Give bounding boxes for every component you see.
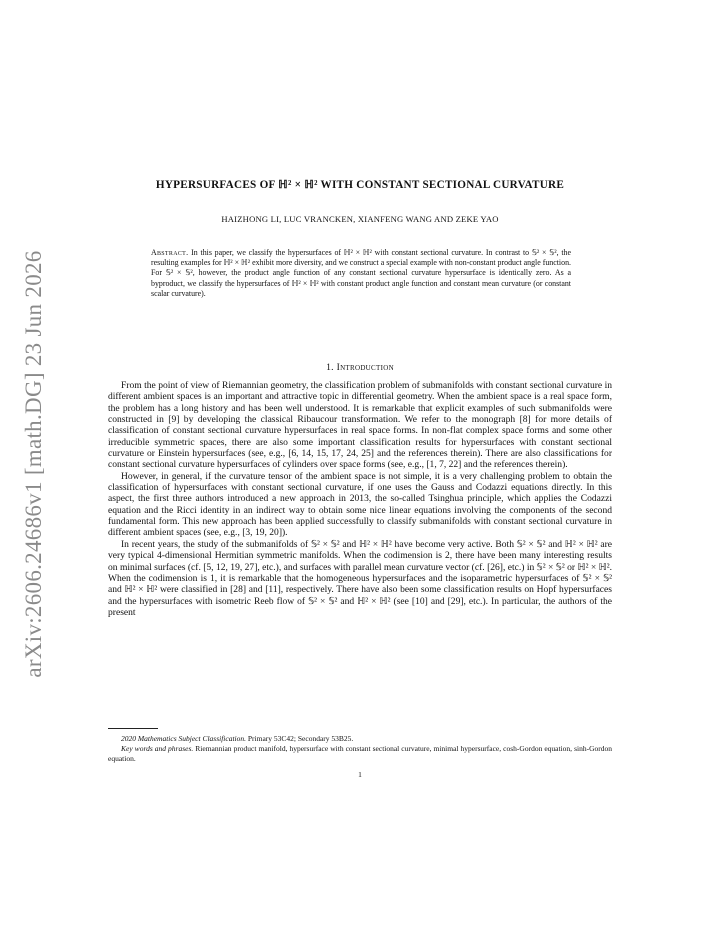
keywords-label: Key words and phrases. <box>121 744 194 753</box>
paper-title: HYPERSURFACES OF ℍ² × ℍ² WITH CONSTANT SECTIONAL CURVATURE <box>155 179 565 191</box>
arxiv-identifier-stamp: arXiv:2606.24686v1 [math.DG] 23 Jun 2026 <box>21 250 46 678</box>
msc-text: Primary 53C42; Secondary 53B25. <box>247 734 354 743</box>
paragraph: In recent years, the study of the submanifolds of 𝕊² × 𝕊² and ℍ² × ℍ² have become very active. Both 𝕊² × 𝕊² and ℍ² × ℍ² are very typical 4-dimensional Hermitian symmetric manifolds. When the codimension is 2, there have been many interesting results on minimal surfaces (cf. [5, 12, 19, 27], etc.), and surfaces with parallel mean curvature vector (cf. [26], etc.) in 𝕊² × 𝕊² or ℍ² × ℍ². When the codimension is 1, it is remarkable that the homogeneous hypersurfaces and the isoparametric hypersurfaces of 𝕊² × 𝕊² and ℍ² × ℍ² were classified in [28] and [11], respectively. There have also been some classification results on Hopf hypersurfaces and the hypersurfaces with isometric Reeb flow of 𝕊² × 𝕊² and ℍ² × ℍ² (see [10] and [29], etc.). In particular, the authors of the present <box>108 538 612 618</box>
footnotes <box>108 734 612 764</box>
paragraph: From the point of view of Riemannian geometry, the classification problem of submanifolds with constant sectional curvature in different ambient spaces is an important and attractive topic in differential geometry. When the ambient space is a real space form, the problem has a long history and has been well understood. It is remarkable that explicit examples of such submanifolds were constructed in [9] by developing the classical Ribaucour transformation. We refer to the monograph [8] for more details of classification of constant sectional curvature hypersurfaces in real space forms. In non-flat complex space forms and some other irreducible symmetric spaces, there are also some important classification results for hypersurfaces with constant sectional curvature or Einstein hypersurfaces (see, e.g., [6, 14, 15, 17, 24, 25] and the references therein). There are also classifications for constant sectional curvature hypersurfaces of cylinders over space forms (see, e.g., [1, 7, 22] and the references therein). <box>108 380 612 471</box>
msc-label: 2020 Mathematics Subject Classification. <box>121 734 246 743</box>
body-text <box>108 380 612 618</box>
abstract <box>151 248 571 299</box>
keywords-text: Riemannian product manifold, hypersurface with constant sectional curvature, minimal hypersurface, cosh-Gordon equation, sinh-Gordon equation. <box>108 744 612 763</box>
abstract-label: Abstract. <box>151 248 189 257</box>
footnote-msc <box>108 734 612 744</box>
footnote-keywords <box>108 744 612 764</box>
paragraph: However, in general, if the curvature tensor of the ambient space is not simple, it is a very challenging problem to obtain the classification of hypersurfaces with constant sectional curvature, if one uses the Gauss and Codazzi equations directly. In this aspect, the first three authors introduced a new approach in 2013, the so-called Tsinghua principle, which applies the Codazzi equation and the Ricci identity in an indirect way to obtain some nice linear equations involving the components of the second fundamental form. This new approach has been applied successfully to classify submanifolds with constant sectional curvature in different ambient spaces (see, e.g., [3, 19, 20]). <box>108 470 612 539</box>
footnote-divider <box>108 728 158 729</box>
paper-authors: HAIZHONG LI, LUC VRANCKEN, XIANFENG WANG AND ZEKE YAO <box>221 214 499 224</box>
page-number: 1 <box>358 770 362 779</box>
section-heading: 1. Introduction <box>326 362 394 373</box>
abstract-text: In this paper, we classify the hypersurfaces of ℍ² × ℍ² with constant sectional curvature. In contrast to 𝕊² × 𝕊², the resulting examples for ℍ² × ℍ² exhibit more diversity, and we construct a special example with non-constant product angle function. For 𝕊² × 𝕊², however, the product angle function of any constant sectional curvature hypersurface is identically zero. As a byproduct, we classify the hypersurfaces of ℍ² × ℍ² with constant product angle function and constant mean curvature (or constant scalar curvature). <box>151 248 571 298</box>
